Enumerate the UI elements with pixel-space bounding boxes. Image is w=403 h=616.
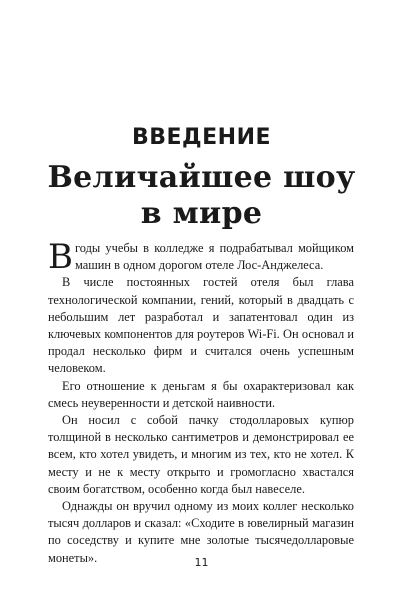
paragraph-1: [48, 237, 354, 277]
chapter-title-line-2: в мире: [140, 196, 263, 231]
body-text: [48, 237, 354, 567]
page-number: 11: [194, 556, 209, 569]
paragraph-3: Его отношение к деньгам я бы охарактеризовал как смесь неуверенности и детской наивности.: [48, 378, 354, 410]
paragraph-2: В числе постоянных гостей отеля был глава технологической компании, гений, который в двадцать с небольшим лет разработал и запатентовал один из ключевых компонентов для роутеров Wi-Fi. Он основал и продал несколько фирм и считался очень успешным человеком.: [48, 275, 354, 376]
chapter-label: ВВЕДЕНИЕ: [131, 125, 272, 150]
chapter-title: [0, 160, 403, 232]
paragraph-1-text: годы учебы в колледже я подрабатывал мойщиком машин в одном дорогом отеле Лос-Анджелеса.: [75, 241, 354, 273]
paragraph-4: Он носил с собой пачку стодолларовых купюр толщиной в несколько сантиметров и демонстрировал ее всем, кто хотел увидеть, и многим из тех, кто не хотел. К месту и не к месту открыто и громогласно хвастался своим богатством, особенно когда был навеселе.: [48, 413, 354, 496]
drop-cap: В: [48, 237, 73, 277]
chapter-title-line-1: Величайшее шоу: [47, 160, 356, 195]
paragraph-5: Однажды он вручил одному из моих коллег несколько тысяч долларов и сказал: «Сходите в ювелирный магазин по соседству и купите мне золотые тысячедолларовые монеты».: [48, 499, 354, 565]
